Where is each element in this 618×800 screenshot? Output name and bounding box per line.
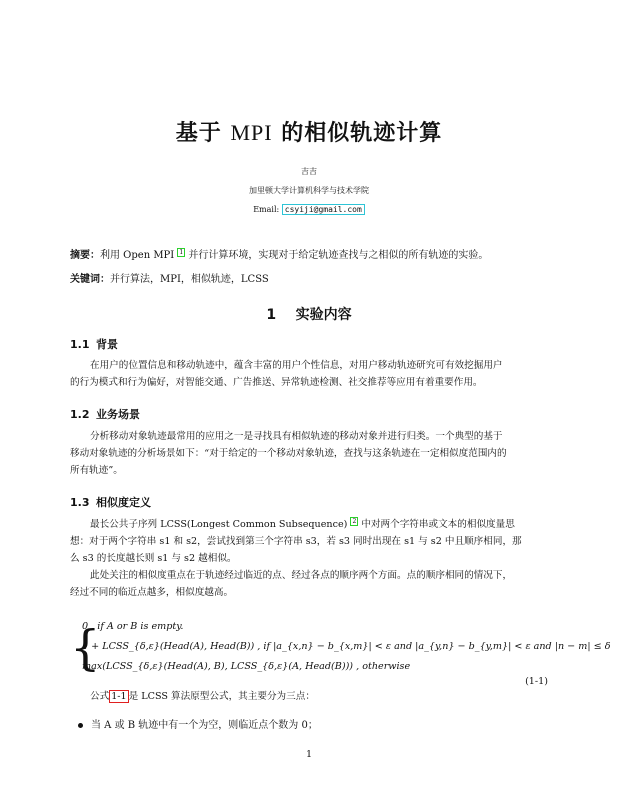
paragraph <box>70 357 550 391</box>
abstract-label: 摘要： <box>70 250 100 261</box>
subsection-number: 1.1 <box>70 338 90 351</box>
paragraph-line: 移动对象轨迹的分析场景如下：“对于给定的一个移动对象轨迹，查找与这条轨迹在一定相似度范围内的 <box>70 448 507 459</box>
affiliation: 加里顿大学计算机科学与技术学院 <box>249 186 369 195</box>
email-link[interactable]: csyiji@gmail.com <box>282 204 365 215</box>
abstract-text: 利用 Open MPI <box>100 250 178 261</box>
list-item-text: 当 A 或 B 轨迹中有一个为空，则临近点个数为 0； <box>91 720 318 731</box>
subsection-number: 1.2 <box>70 408 90 421</box>
formula-row: 1 + LCSS_{δ,ε}(Head(A), Head(B)) , if |a_{x,n} − b_{x,m}| < ε and |a_{y,n} − b_{y,m}| < ε and |n − m| ≤ δ <box>82 641 611 652</box>
list-item <box>78 716 318 731</box>
paragraph-line <box>70 688 550 705</box>
abstract-text: 并行计算环境，实现对于给定轨迹查找与之相似的所有轨迹的实验。 <box>185 250 489 261</box>
paragraph-line: 经过不同的临近点越多，相似度越高。 <box>70 587 234 598</box>
paragraph-line: 此处关注的相似度重点在于轨迹经过临近的点、经过各点的顺序两个方面。点的顺序相同的情况下， <box>90 570 513 581</box>
paragraph-line: 想：对于两个字符串 s1 和 s2，尝试找到第三个字符串 s3，若 s3 同时出现在 s1 与 s2 中且顺序相同，那 <box>70 536 522 547</box>
paragraph <box>70 516 550 601</box>
paragraph <box>70 688 550 705</box>
equation-ref-link[interactable]: 1-1 <box>111 691 127 702</box>
keywords-label: 关键词： <box>70 274 110 285</box>
lcss-formula <box>70 615 611 685</box>
formula-row: 0 , if A or B is empty. <box>82 621 184 632</box>
text-span: 是 LCSS 算法原型公式，其主要分为三点： <box>128 691 315 702</box>
title-part: 的相似轨迹计算 <box>272 120 443 146</box>
paper-title <box>0 116 618 147</box>
email-label: Email: <box>253 205 282 214</box>
equation-number: (1-1) <box>525 676 548 687</box>
title-mpi: MPI <box>230 120 273 145</box>
formula-row: max(LCSS_{δ,ε}(Head(A), B), LCSS_{δ,ε}(A, Head(B))) , otherwise <box>82 661 411 672</box>
subsection-title: 相似度定义 <box>96 496 151 509</box>
citation-link[interactable]: 2 <box>352 517 357 525</box>
paragraph-line: 分析移动对象轨迹最常用的应用之一是寻找具有相似轨迹的移动对象并进行归类。一个典型的基于 <box>90 431 503 442</box>
subsection-heading <box>70 406 140 422</box>
paragraph-line <box>70 516 550 533</box>
section-title: 实验内容 <box>295 307 352 323</box>
bullet-icon <box>78 723 83 728</box>
paragraph-line: 在用户的位置信息和移动轨迹中，蕴含丰富的用户个性信息，对用户移动轨迹研究可有效挖掘用户 <box>90 360 503 371</box>
section-heading <box>0 304 618 324</box>
subsection-title: 业务场景 <box>96 408 140 421</box>
paragraph-line: 所有轨迹”。 <box>70 465 123 476</box>
keywords-text: 并行算法，MPI，相似轨迹，LCSS <box>110 274 269 285</box>
paragraph <box>70 428 550 479</box>
subsection-title: 背景 <box>96 338 118 351</box>
author-name: 吉吉 <box>301 167 317 176</box>
text-span: 最长公共子序列 LCSS(Longest Common Subsequence) <box>90 519 351 530</box>
abstract <box>70 246 488 261</box>
text-span: 中对两个字符串或文本的相似度量思 <box>358 519 515 530</box>
paragraph-line: 么 s3 的长度越长则 s1 与 s2 越相似。 <box>70 553 237 564</box>
text-span: 公式 <box>90 691 110 702</box>
title-part: 基于 <box>175 120 231 146</box>
section-number: 1 <box>266 307 277 323</box>
subsection-heading <box>70 336 118 352</box>
email-line <box>0 205 618 214</box>
keywords <box>70 270 269 285</box>
paragraph-line: 的行为模式和行为偏好，对智能交通、广告推送、异常轨迹检测、社交推荐等应用有着重要作用。 <box>70 377 483 388</box>
citation-link[interactable]: 1 <box>179 248 184 256</box>
subsection-heading <box>70 494 151 510</box>
left-brace: { <box>70 620 101 676</box>
page-number: 1 <box>305 749 313 760</box>
subsection-number: 1.3 <box>70 496 90 509</box>
